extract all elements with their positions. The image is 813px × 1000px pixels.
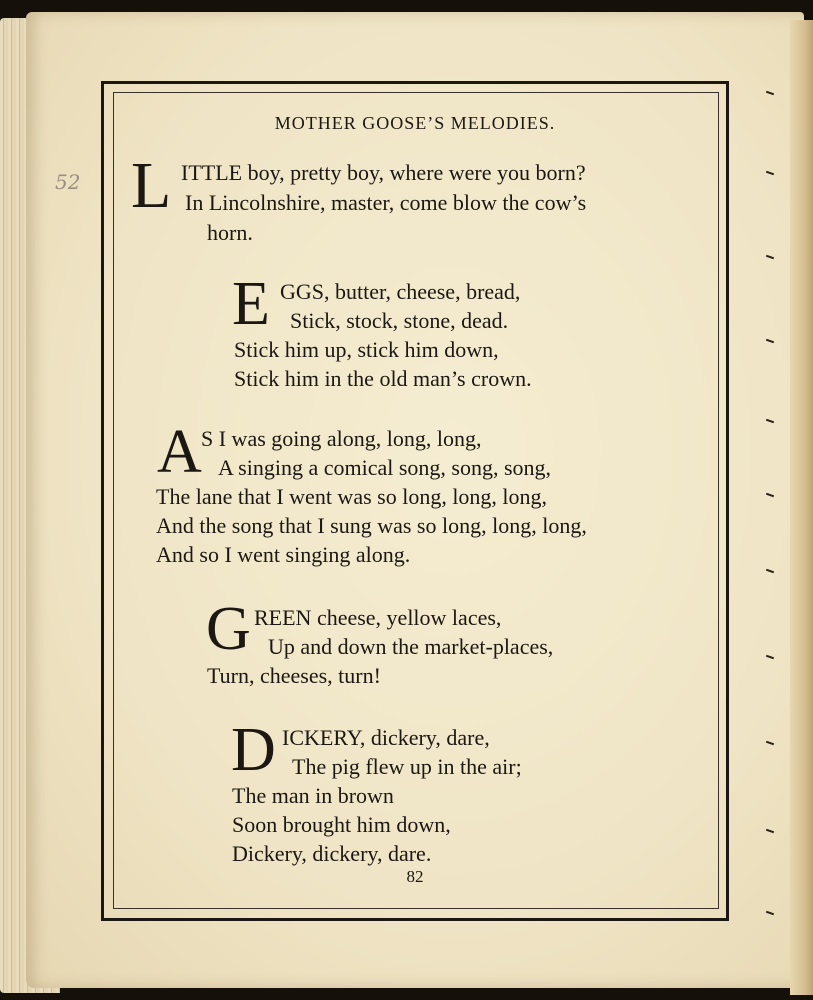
verse-line: Turn, cheeses, turn! <box>207 663 381 688</box>
verse-line: ITTLE boy, pretty boy, where were you born? <box>181 160 586 185</box>
verse-line: ICKERY, dickery, dare, <box>282 725 490 750</box>
drop-cap: L <box>131 149 172 222</box>
verse-line: S I was going along, long, long, <box>201 426 482 451</box>
verse-line: GGS, butter, cheese, bread, <box>280 279 521 304</box>
verse-line: A singing a comical song, song, song, <box>218 455 552 480</box>
page-number: 82 <box>406 867 424 886</box>
verse-line: horn. <box>207 220 253 245</box>
drop-cap: G <box>206 595 251 663</box>
drop-cap: D <box>231 716 276 784</box>
verse-line: REEN cheese, yellow laces, <box>254 605 502 630</box>
verse-line: Stick him in the old man’s crown. <box>234 366 532 391</box>
verse-line: Stick, stock, stone, dead. <box>290 308 509 333</box>
verse-line: In Lincolnshire, master, come blow the cow’s <box>185 190 587 215</box>
running-head: MOTHER GOOSE’S MELODIES. <box>274 113 556 133</box>
verse-line: The man in brown <box>232 783 394 808</box>
verse-line: Up and down the market-places, <box>268 634 554 659</box>
margin-handwritten-note: 52 <box>55 170 81 194</box>
verse-line: The pig flew up in the air; <box>292 754 522 779</box>
drop-cap: A <box>157 418 202 486</box>
page-edge-right <box>790 20 813 995</box>
verse-line: Soon brought him down, <box>232 812 451 837</box>
verse-line: The lane that I went was so long, long, long, <box>156 484 548 509</box>
drop-cap: E <box>232 270 270 338</box>
verse-line: And so I went singing along. <box>156 542 411 567</box>
verse-line: Dickery, dickery, dare. <box>232 841 432 866</box>
verse-line: Stick him up, stick him down, <box>234 337 499 362</box>
verse-line: And the song that I sung was so long, long, long, <box>156 513 587 538</box>
